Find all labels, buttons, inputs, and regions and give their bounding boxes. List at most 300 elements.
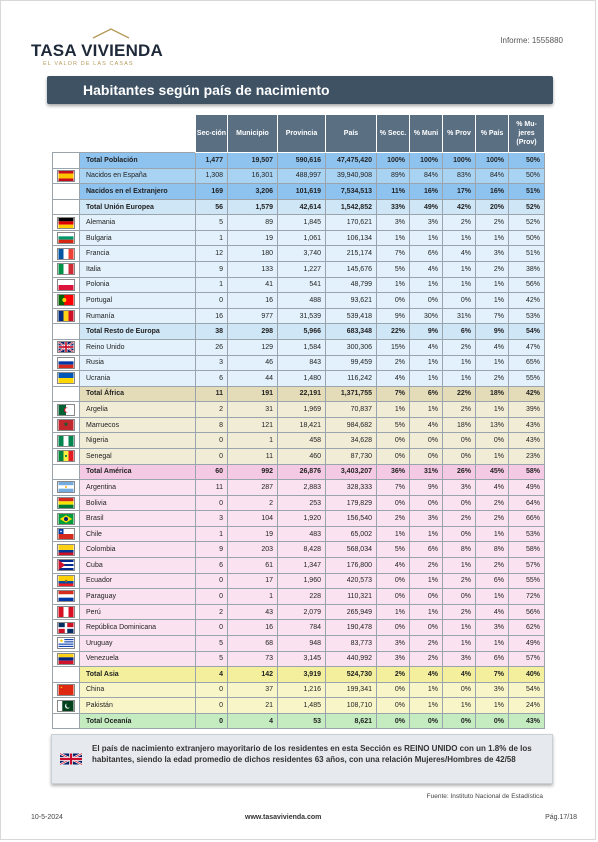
row-label: Portugal <box>80 293 196 309</box>
row-label: Nacidos en España <box>80 168 196 184</box>
flag-uk-icon <box>57 341 75 353</box>
footer-page: Pág.17/18 <box>545 814 577 821</box>
cell-value: 6% <box>476 573 509 589</box>
cell-value: 1% <box>377 604 410 620</box>
brand-name: TASA VIVIENDA <box>31 41 164 60</box>
cell-value: 4 <box>228 713 278 729</box>
flag-portugal-icon <box>57 294 75 306</box>
cell-value: 19 <box>228 526 278 542</box>
cell-value: 42% <box>509 386 545 402</box>
flag-china-icon <box>57 684 75 696</box>
cell-value: 8% <box>443 542 476 558</box>
table-row <box>53 448 545 464</box>
cell-value: 0 <box>196 293 228 309</box>
cell-value: 977 <box>228 308 278 324</box>
table-row <box>53 215 545 231</box>
cell-value: 22% <box>443 386 476 402</box>
cell-value: 1% <box>410 604 443 620</box>
table-row <box>53 511 545 527</box>
flag-bulgaria-icon <box>57 232 75 244</box>
cell-value: 191 <box>228 386 278 402</box>
cell-value: 116,242 <box>326 371 377 387</box>
cell-value: 9% <box>377 308 410 324</box>
cell-value: 0 <box>196 698 228 714</box>
flag-cell <box>53 153 80 169</box>
table-row <box>53 526 545 542</box>
flag-cell <box>53 402 80 418</box>
cell-value: 0 <box>196 448 228 464</box>
cell-value: 0% <box>377 698 410 714</box>
cell-value: 1% <box>443 355 476 371</box>
flag-dominican-republic-icon <box>57 622 75 634</box>
cell-value: 0% <box>377 293 410 309</box>
table-total-row <box>53 386 545 402</box>
flag-cell <box>53 651 80 667</box>
flag-poland-icon <box>57 279 75 291</box>
table-header <box>53 115 545 153</box>
flag-cell <box>53 215 80 231</box>
flag-cell <box>53 293 80 309</box>
cell-value: 18% <box>443 417 476 433</box>
cell-value: 190,478 <box>326 620 377 636</box>
cell-value: 42,614 <box>278 199 326 215</box>
flag-cell <box>53 324 80 340</box>
col-header: % Prov <box>443 115 476 153</box>
cell-value: 0% <box>443 682 476 698</box>
cell-value: 1% <box>410 402 443 418</box>
cell-value: 3,206 <box>228 184 278 200</box>
cell-value: 1,061 <box>278 230 326 246</box>
cell-value: 0% <box>410 293 443 309</box>
cell-value: 1% <box>476 402 509 418</box>
col-header: País <box>326 115 377 153</box>
cell-value: 199,341 <box>326 682 377 698</box>
cell-value: 50% <box>509 153 545 169</box>
cell-value: 19,507 <box>228 153 278 169</box>
cell-value: 2% <box>377 355 410 371</box>
cell-value: 253 <box>278 495 326 511</box>
cell-value: 6% <box>410 246 443 262</box>
cell-value: 9% <box>410 480 443 496</box>
cell-value: 156,540 <box>326 511 377 527</box>
cell-value: 3 <box>196 355 228 371</box>
row-label: Alemania <box>80 215 196 231</box>
cell-value: 2% <box>476 558 509 574</box>
cell-value: 2% <box>443 402 476 418</box>
cell-value: 6% <box>476 651 509 667</box>
cell-value: 1% <box>443 277 476 293</box>
cell-value: 1% <box>377 230 410 246</box>
cell-value: 104 <box>228 511 278 527</box>
cell-value: 3% <box>410 215 443 231</box>
flag-cell <box>53 464 80 480</box>
cell-value: 16 <box>196 308 228 324</box>
flag-cell <box>53 604 80 620</box>
table-row <box>53 371 545 387</box>
footer-url[interactable]: www.tasavivienda.com <box>245 814 322 821</box>
cell-value: 31 <box>228 402 278 418</box>
cell-value: 42% <box>509 293 545 309</box>
cell-value: 1% <box>443 620 476 636</box>
cell-value: 16,301 <box>228 168 278 184</box>
cell-value: 0% <box>443 526 476 542</box>
cell-value: 0% <box>410 495 443 511</box>
cell-value: 590,616 <box>278 153 326 169</box>
cell-value: 45% <box>476 464 509 480</box>
cell-value: 1,216 <box>278 682 326 698</box>
cell-value: 948 <box>278 635 326 651</box>
cell-value: 31% <box>410 464 443 480</box>
cell-value: 4% <box>476 339 509 355</box>
cell-value: 3,919 <box>278 667 326 683</box>
flag-argentina-icon <box>57 481 75 493</box>
flag-colombia-icon <box>57 544 75 556</box>
cell-value: 142 <box>228 667 278 683</box>
cell-value: 1% <box>443 371 476 387</box>
table-row <box>53 230 545 246</box>
cell-value: 4% <box>476 480 509 496</box>
cell-value: 4% <box>410 262 443 278</box>
col-header: % Mu-jeres (Prov) <box>509 115 545 153</box>
cell-value: 2% <box>443 511 476 527</box>
row-label: Argelia <box>80 402 196 418</box>
cell-value: 83% <box>443 168 476 184</box>
flag-bolivia-icon <box>57 497 75 509</box>
cell-value: 121 <box>228 417 278 433</box>
cell-value: 0% <box>443 448 476 464</box>
flag-russia-icon <box>57 357 75 369</box>
row-label: Reino Unido <box>80 339 196 355</box>
cell-value: 1% <box>410 682 443 698</box>
cell-value: 57% <box>509 651 545 667</box>
table-total-row <box>53 199 545 215</box>
cell-value: 1,480 <box>278 371 326 387</box>
flag-chile-icon <box>57 528 75 540</box>
cell-value: 2 <box>196 402 228 418</box>
row-label: Total Oceanía <box>80 713 196 729</box>
flag-cell <box>53 620 80 636</box>
cell-value: 568,034 <box>326 542 377 558</box>
cell-value: 1 <box>228 589 278 605</box>
flag-cell <box>53 246 80 262</box>
cell-value: 1,485 <box>278 698 326 714</box>
cell-value: 5 <box>196 215 228 231</box>
cell-value: 6 <box>196 371 228 387</box>
cell-value: 0% <box>377 713 410 729</box>
cell-value: 180 <box>228 246 278 262</box>
cell-value: 3% <box>476 246 509 262</box>
cell-value: 89% <box>377 168 410 184</box>
cell-value: 203 <box>228 542 278 558</box>
cell-value: 26% <box>443 464 476 480</box>
cell-value: 488,997 <box>278 168 326 184</box>
table-row <box>53 308 545 324</box>
cell-value: 1% <box>476 277 509 293</box>
cell-value: 0 <box>196 620 228 636</box>
cell-value: 0% <box>410 620 443 636</box>
cell-value: 0% <box>443 495 476 511</box>
cell-value: 18% <box>476 386 509 402</box>
table-row <box>53 604 545 620</box>
flag-france-icon <box>57 248 75 260</box>
cell-value: 992 <box>228 464 278 480</box>
table-row <box>53 480 545 496</box>
cell-value: 2% <box>410 635 443 651</box>
flag-cell <box>53 682 80 698</box>
cell-value: 16% <box>410 184 443 200</box>
row-label: Total Población <box>80 153 196 169</box>
cell-value: 58% <box>509 542 545 558</box>
cell-value: 1,308 <box>196 168 228 184</box>
cell-value: 458 <box>278 433 326 449</box>
cell-value: 1% <box>410 355 443 371</box>
cell-value: 1% <box>476 448 509 464</box>
cell-value: 1% <box>476 526 509 542</box>
flag-paraguay-icon <box>57 590 75 602</box>
flag-cell <box>53 433 80 449</box>
cell-value: 1% <box>443 262 476 278</box>
cell-value: 26,876 <box>278 464 326 480</box>
cell-value: 38 <box>196 324 228 340</box>
cell-value: 9 <box>196 542 228 558</box>
cell-value: 72% <box>509 589 545 605</box>
cell-value: 1,347 <box>278 558 326 574</box>
cell-value: 21 <box>228 698 278 714</box>
row-label: Total Unión Europea <box>80 199 196 215</box>
cell-value: 420,573 <box>326 573 377 589</box>
cell-value: 1 <box>196 230 228 246</box>
cell-value: 93,621 <box>326 293 377 309</box>
flag-cell <box>53 511 80 527</box>
flag-venezuela-icon <box>57 653 75 665</box>
cell-value: 100% <box>410 153 443 169</box>
flag-cell <box>53 495 80 511</box>
flag-nigeria-icon <box>57 435 75 447</box>
cell-value: 5,966 <box>278 324 326 340</box>
cell-value: 9% <box>476 324 509 340</box>
cell-value: 4% <box>410 417 443 433</box>
flag-cell <box>53 308 80 324</box>
cell-value: 3% <box>443 651 476 667</box>
table-row <box>53 495 545 511</box>
cell-value: 31,539 <box>278 308 326 324</box>
table-row <box>53 558 545 574</box>
flag-senegal-icon <box>57 450 75 462</box>
cell-value: 0% <box>476 433 509 449</box>
cell-value: 3% <box>443 480 476 496</box>
cell-value: 4% <box>377 558 410 574</box>
summary-note <box>51 734 553 784</box>
row-label: Cuba <box>80 558 196 574</box>
cell-value: 1% <box>476 355 509 371</box>
cell-value: 145,676 <box>326 262 377 278</box>
page-title: Habitantes según país de nacimiento <box>83 82 330 98</box>
row-label: Francia <box>80 246 196 262</box>
flag-uruguay-icon <box>57 637 75 649</box>
cell-value: 0% <box>410 589 443 605</box>
cell-value: 0% <box>443 433 476 449</box>
col-header: Sec-ción <box>196 115 228 153</box>
cell-value: 2% <box>476 495 509 511</box>
table-row <box>53 620 545 636</box>
cell-value: 1,477 <box>196 153 228 169</box>
cell-value: 37 <box>228 682 278 698</box>
row-label: Chile <box>80 526 196 542</box>
cell-value: 12 <box>196 246 228 262</box>
cell-value: 4% <box>443 667 476 683</box>
cell-value: 1% <box>410 277 443 293</box>
flag-cell <box>53 417 80 433</box>
row-label: Total América <box>80 464 196 480</box>
cell-value: 11% <box>377 184 410 200</box>
cell-value: 2,883 <box>278 480 326 496</box>
cell-value: 7% <box>377 480 410 496</box>
flag-cell <box>53 713 80 729</box>
cell-value: 2% <box>443 215 476 231</box>
cell-value: 47,475,420 <box>326 153 377 169</box>
row-label: Brasil <box>80 511 196 527</box>
table-row <box>53 168 545 184</box>
cell-value: 5 <box>196 635 228 651</box>
cell-value: 3,145 <box>278 651 326 667</box>
row-label: Ecuador <box>80 573 196 589</box>
table-row <box>53 542 545 558</box>
cell-value: 170,621 <box>326 215 377 231</box>
cell-value: 23% <box>509 448 545 464</box>
cell-value: 2% <box>377 511 410 527</box>
col-header: Provincia <box>278 115 326 153</box>
cell-value: 2,079 <box>278 604 326 620</box>
row-label: Bolivia <box>80 495 196 511</box>
cell-value: 1,845 <box>278 215 326 231</box>
cell-value: 5% <box>377 542 410 558</box>
cell-value: 70,837 <box>326 402 377 418</box>
source-note: Fuente: Instituto Nacional de Estadística <box>426 793 543 800</box>
flag-romania-icon <box>57 310 75 322</box>
cell-value: 54% <box>509 324 545 340</box>
row-label: Uruguay <box>80 635 196 651</box>
cell-value: 1% <box>476 698 509 714</box>
flag-cell <box>53 184 80 200</box>
cell-value: 8 <box>196 417 228 433</box>
cell-value: 1 <box>196 526 228 542</box>
row-label: Argentina <box>80 480 196 496</box>
cell-value: 215,174 <box>326 246 377 262</box>
cell-value: 0% <box>377 573 410 589</box>
cell-value: 228 <box>278 589 326 605</box>
table-row <box>53 402 545 418</box>
row-label: China <box>80 682 196 698</box>
cell-value: 0% <box>410 713 443 729</box>
cell-value: 2 <box>196 604 228 620</box>
flag-peru-icon <box>57 606 75 618</box>
flag-cell <box>53 355 80 371</box>
flag-cell <box>53 526 80 542</box>
cell-value: 7% <box>377 246 410 262</box>
cell-value: 784 <box>278 620 326 636</box>
cell-value: 51% <box>509 184 545 200</box>
cell-value: 50% <box>509 168 545 184</box>
cell-value: 539,418 <box>326 308 377 324</box>
cell-value: 2% <box>377 667 410 683</box>
row-label: Perú <box>80 604 196 620</box>
cell-value: 1,227 <box>278 262 326 278</box>
cell-value: 38% <box>509 262 545 278</box>
table-row <box>53 355 545 371</box>
uk-flag-icon <box>60 752 82 766</box>
cell-value: 5 <box>196 651 228 667</box>
cell-value: 49% <box>509 635 545 651</box>
row-label: Total África <box>80 386 196 402</box>
cell-value: 16 <box>228 293 278 309</box>
cell-value: 1% <box>410 698 443 714</box>
cell-value: 60 <box>196 464 228 480</box>
cell-value: 16 <box>228 620 278 636</box>
flag-cell <box>53 262 80 278</box>
table-row <box>53 698 545 714</box>
cell-value: 483 <box>278 526 326 542</box>
cell-value: 17 <box>228 573 278 589</box>
flag-cell <box>53 589 80 605</box>
cell-value: 0% <box>377 433 410 449</box>
flag-morocco-icon <box>57 419 75 431</box>
cell-value: 108,710 <box>326 698 377 714</box>
cell-value: 5% <box>377 417 410 433</box>
cell-value: 62% <box>509 620 545 636</box>
cell-value: 34,628 <box>326 433 377 449</box>
cell-value: 16% <box>476 184 509 200</box>
cell-value: 1% <box>443 635 476 651</box>
cell-value: 683,348 <box>326 324 377 340</box>
cell-value: 2 <box>228 495 278 511</box>
table-total-row <box>53 184 545 200</box>
cell-value: 6% <box>443 324 476 340</box>
cell-value: 20% <box>476 199 509 215</box>
cell-value: 133 <box>228 262 278 278</box>
cell-value: 1% <box>443 230 476 246</box>
cell-value: 11 <box>228 448 278 464</box>
cell-value: 1% <box>377 402 410 418</box>
table-row <box>53 277 545 293</box>
cell-value: 57% <box>509 558 545 574</box>
cell-value: 4% <box>476 604 509 620</box>
table-row <box>53 682 545 698</box>
cell-value: 843 <box>278 355 326 371</box>
cell-value: 2% <box>410 558 443 574</box>
table-total-row <box>53 713 545 729</box>
cell-value: 99,459 <box>326 355 377 371</box>
flag-cell <box>53 573 80 589</box>
cell-value: 9% <box>410 324 443 340</box>
cell-value: 22,191 <box>278 386 326 402</box>
cell-value: 84% <box>410 168 443 184</box>
cell-value: 440,992 <box>326 651 377 667</box>
cell-value: 31% <box>443 308 476 324</box>
cell-value: 2% <box>443 573 476 589</box>
cell-value: 68 <box>228 635 278 651</box>
row-label: Rumanía <box>80 308 196 324</box>
row-label: Total Resto de Europa <box>80 324 196 340</box>
row-label: Pakistán <box>80 698 196 714</box>
cell-value: 53% <box>509 526 545 542</box>
birth-country-table <box>52 114 545 729</box>
flag-ukraine-icon <box>57 372 75 384</box>
cell-value: 1,371,755 <box>326 386 377 402</box>
cell-value: 0% <box>443 293 476 309</box>
cell-value: 1 <box>228 433 278 449</box>
cell-value: 7% <box>377 386 410 402</box>
cell-value: 87,730 <box>326 448 377 464</box>
